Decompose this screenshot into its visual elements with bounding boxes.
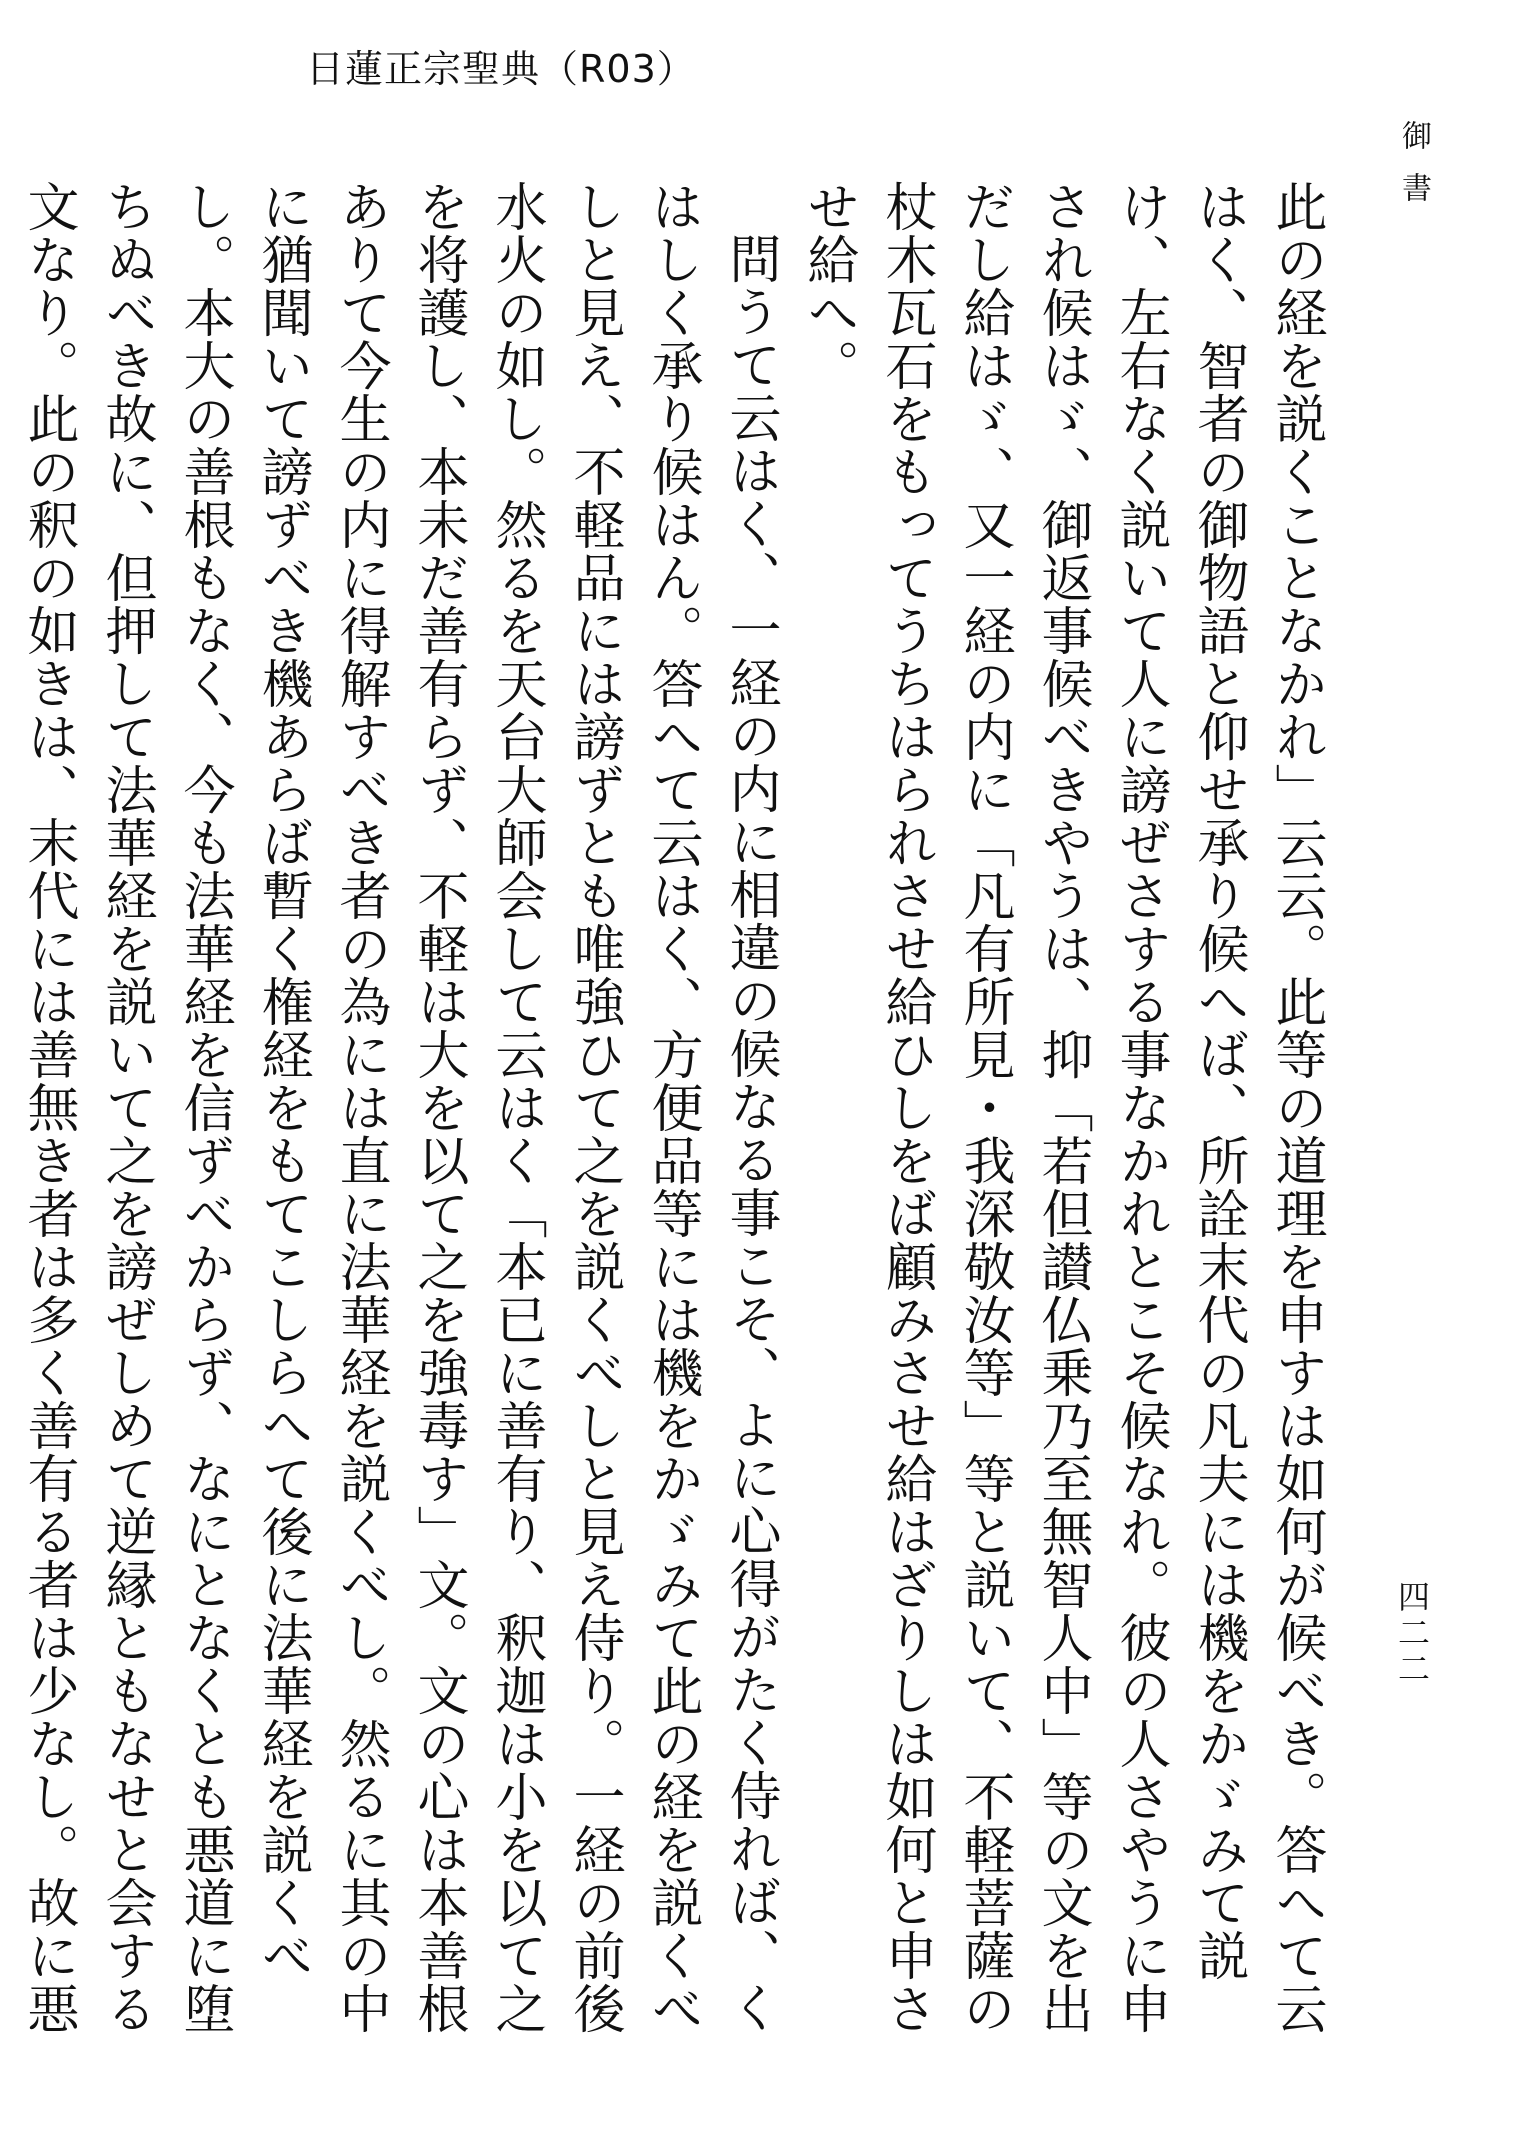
document-title: 日蓮正宗聖典（R03）	[306, 47, 696, 91]
paragraph: 問うて云はく、一経の内に相違の候なる事こそ、よに心得がたく侍れば、くはしく承り候はん。答へて云はく、方便品等には機をかゞみて此の経を説くべしと見え、不軽品には謗ずとも唯強ひて之を説くべしと見え侍り。一経の前後水火の如し。然るを天台大師会して云はく「本已に善有り、釈迦は小を以て之を将護し、本未だ善有らず、不軽は大を以て之を強毒す」文。文の心は本善根ありて今生の内に得解すべき者の為には直に法華経を説くべし。然るに其の中に猶聞いて謗ずべき機あらば暫く権経をもてこしらへて後に法華経を説くべし。本大の善根もなく、今も法華経を信ずべからず、なにとなくとも悪道に堕ちぬべき故に、但押して法華経を説いて之を謗ぜしめて逆縁ともなせと会する文なり。此の釈の如きは、末代には善無き者は多く善有る者は少なし。故に悪	[18, 180, 780, 2035]
paragraph: 此の経を説くことなかれ」云云。此等の道理を申すは如何が候べき。答へて云はく、智者の御物語と仰せ承り候へば、所詮末代の凡夫には機をかゞみて説け、左右なく説いて人に謗ぜさする事なかれとこそ候なれ。彼の人さやうに申され候はゞ、御返事候べきやうは、抑「若但讃仏乗乃至無智人中」等の文を出だし給はゞ、又一経の内に「凡有所見・我深敬汝等」等と説いて、不軽菩薩の杖木瓦石をもってうちはられさせ給ひしをば顧みさせ給はざりしは如何と申させ給へ。	[798, 180, 1326, 2035]
running-head: 御書	[1396, 120, 1431, 224]
body-text	[18, 180, 1335, 2060]
page-number: 四二二	[1393, 1580, 1431, 1688]
